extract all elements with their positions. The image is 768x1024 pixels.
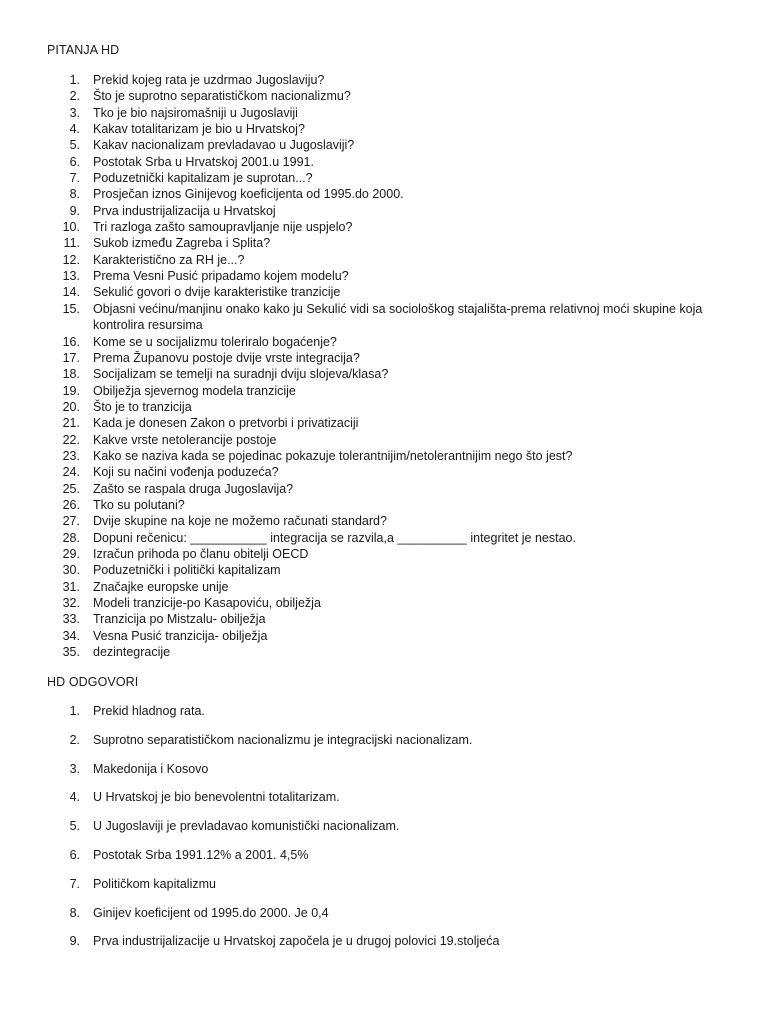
question-item-text: Kome se u socijalizmu toleriralo bogaćenje? [93,334,337,349]
question-item-text: Što je to tranzicija [93,399,192,414]
question-item-text: Tranzicija po Mistzalu- obilježja [93,612,266,627]
question-item-number: 21. [62,416,80,431]
question-item [0,415,768,431]
question-item-text: Sukob između Zagreba i Splita? [93,236,271,251]
question-item [0,203,768,219]
answer-item [0,847,768,876]
answer-item [0,876,768,905]
question-item [0,530,768,546]
answer-item-text: Prekid hladnog rata. [93,704,205,718]
question-item-text: Zašto se raspala druga Jugoslavija? [93,481,294,496]
question-item-text: Kakav totalitarizam je bio u Hrvatskoj? [93,122,305,137]
question-item-text: Prema Županovu postoje dvije vrste integracija? [93,350,360,365]
question-item [0,186,768,202]
question-item-number: 2. [69,89,80,104]
answer-item [0,732,768,761]
question-item-number: 12. [62,252,80,267]
question-item-text: dezintegracije [93,645,171,660]
answer-item-text: Makedonija i Kosovo [93,761,209,776]
answer-item-number: 9. [69,934,80,949]
question-item-number: 31. [62,579,80,594]
answer-item-number: 5. [69,819,80,834]
answer-item-text: U Jugoslaviji je prevladavao komunistički nacionalizam. [93,819,400,834]
question-item [0,121,768,137]
question-item-number: 13. [62,269,80,284]
question-item [0,546,768,562]
question-item [0,432,768,448]
answer-item [0,789,768,818]
question-item [0,137,768,153]
answer-item-number: 2. [69,732,80,747]
question-item-text: Kakve vrste netolerancije postoje [93,432,277,447]
question-item-text: Tko su polutani? [93,497,185,512]
answer-item-number: 1. [69,704,80,718]
question-item-number: 29. [62,546,80,561]
question-item-number: 3. [69,105,80,120]
answer-item-number: 6. [69,847,80,862]
question-item-number: 25. [62,481,80,496]
answers-heading: HD ODGOVORI [47,675,139,689]
question-item [0,72,768,88]
questions-heading: PITANJA HD [47,43,120,57]
question-item [0,513,768,529]
question-item-text: Što je suprotno separatističkom nacionalizmu? [93,89,351,104]
question-item-text: Prva industrijalizacija u Hrvatskoj [93,203,276,218]
question-item [0,644,768,660]
question-item-text: Koji su načini vođenja poduzeća? [93,465,279,480]
question-item-number: 35. [62,645,80,660]
question-item [0,334,768,350]
question-item-number: 7. [69,171,80,186]
question-item-text: Dvije skupine na koje ne možemo računati standard? [93,514,387,529]
question-item-text: Modeli tranzicije-po Kasapoviću, obilježja [93,596,321,610]
answer-item-number: 7. [69,876,80,891]
answer-item-number: 4. [69,790,80,805]
answer-item [0,905,768,934]
answer-item [0,933,768,962]
question-item-text: Prema Vesni Pusić pripadamo kojem modelu? [93,269,349,284]
question-item-text: Prekid kojeg rata je uzdrmao Jugoslaviju? [93,73,325,87]
answer-item-text: U Hrvatskoj je bio benevolentni totalitarizam. [93,790,340,805]
question-item-number: 18. [62,367,80,382]
question-item [0,366,768,382]
question-item-number: 4. [69,122,80,137]
answer-item-text: Ginijev koeficijent od 1995.do 2000. Je 0,4 [93,905,329,920]
answer-item-text: Suprotno separatističkom nacionalizmu je integracijski nacionalizam. [93,732,473,747]
question-item-number: 1. [69,73,80,87]
question-item [0,579,768,595]
question-item-number: 28. [62,530,80,545]
question-item-number: 15. [62,301,80,316]
question-item-number: 23. [62,448,80,463]
question-item-text: Vesna Pusić tranzicija- obilježja [93,628,268,643]
question-item-number: 34. [62,628,80,643]
question-item [0,252,768,268]
question-item-number: 33. [62,612,80,627]
question-item-number: 9. [69,203,80,218]
answers-list [0,703,768,962]
question-item-text: Obilježja sjevernog modela tranzicije [93,383,296,398]
question-item [0,448,768,464]
question-item-number: 10. [62,220,80,235]
question-item-number: 14. [62,285,80,300]
question-item-text: Tri razloga zašto samoupravljanje nije uspjelo? [93,220,353,235]
question-item-number: 20. [62,399,80,414]
answer-item-number: 3. [69,761,80,776]
question-item-text: Poduzetnički kapitalizam je suprotan...? [93,171,313,186]
question-item-text: Kada je donesen Zakon o pretvorbi i privatizaciji [93,416,359,431]
answer-item-text: Prva industrijalizacije u Hrvatskoj započela je u drugoj polovici 19.stoljeća [93,934,500,949]
question-item-text: Postotak Srba u Hrvatskoj 2001.u 1991. [93,154,314,169]
answer-item-text: Političkom kapitalizmu [93,876,216,891]
question-item-text: Poduzetnički i politički kapitalizam [93,563,281,578]
question-item [0,235,768,251]
question-item-number: 27. [62,514,80,529]
question-item-text: Dopuni rečenicu: ___________ integracija se razvila,a __________ integritet je nestao. [93,530,576,545]
question-item-number: 22. [62,432,80,447]
question-item-text: Značajke europske unije [93,579,229,594]
answer-item [0,703,768,732]
question-item [0,611,768,627]
question-item [0,595,768,611]
question-item [0,301,768,334]
question-item-number: 6. [69,154,80,169]
question-item-number: 11. [63,236,80,251]
question-item [0,399,768,415]
question-item-number: 19. [62,383,80,398]
question-item-text: Sekulić govori o dvije karakteristike tranzicije [93,285,341,300]
question-item [0,105,768,121]
answer-item-text: Postotak Srba 1991.12% a 2001. 4,5% [93,847,309,862]
questions-list [0,72,768,660]
question-item-text: Kako se naziva kada se pojedinac pokazuje tolerantnijim/netolerantnijim nego što jest? [93,448,573,463]
question-item [0,628,768,644]
question-item [0,284,768,300]
question-item-number: 30. [62,563,80,578]
question-item [0,219,768,235]
question-item-text: Karakteristično za RH je...? [93,252,245,267]
question-item [0,350,768,366]
question-item-text: Prosječan iznos Ginijevog koeficijenta od 1995.do 2000. [93,187,404,202]
question-item [0,383,768,399]
question-item-number: 17. [62,350,80,365]
question-item [0,464,768,480]
answer-item-number: 8. [69,905,80,920]
question-item [0,562,768,578]
question-item-number: 8. [69,187,80,202]
question-item [0,154,768,170]
question-item-text: Kakav nacionalizam prevladavao u Jugoslaviji? [93,138,355,153]
question-item-number: 32. [62,596,80,610]
question-item [0,268,768,284]
question-item [0,481,768,497]
answer-item [0,761,768,790]
question-item [0,497,768,513]
question-item-text: Socijalizam se temelji na suradnji dviju slojeva/klasa? [93,367,389,382]
question-item-number: 26. [62,497,80,512]
question-item-number: 5. [69,138,80,153]
answer-item [0,818,768,847]
question-item [0,88,768,104]
question-item-text: Izračun prihoda po članu obitelji OECD [93,546,309,561]
question-item-text: Tko je bio najsiromašniji u Jugoslaviji [93,105,298,120]
question-item-number: 24. [62,465,80,480]
question-item-number: 16. [62,334,80,349]
question-item-text: Objasni većinu/manjinu onako kako ju Sekulić vidi sa sociološkog stajališta-prema relativnoj moći skupine koja kontrolira resursima [93,301,703,333]
question-item [0,170,768,186]
